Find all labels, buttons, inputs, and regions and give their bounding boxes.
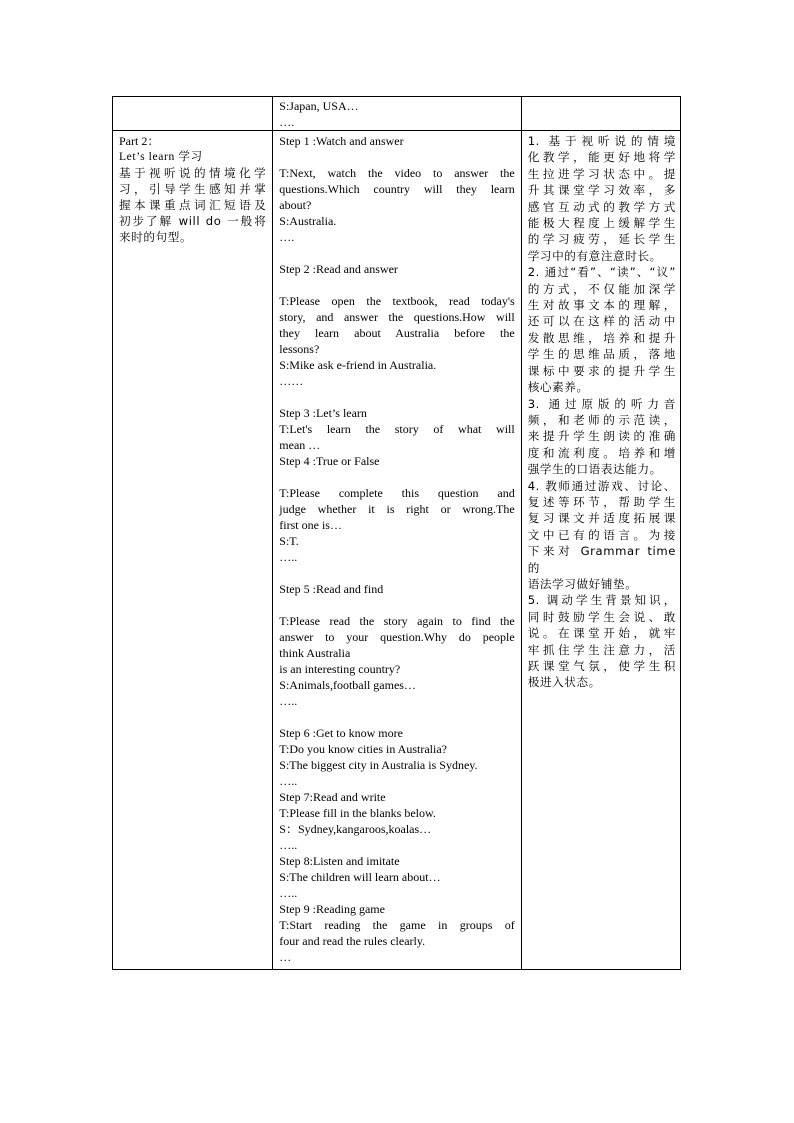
step-title: Step 4 :True or False — [279, 454, 380, 468]
design-intent-line: 复述等环节，帮助学生 — [527, 494, 676, 509]
continuation-line: S:Japan, USA… — [279, 99, 359, 113]
step-line: T:Please open the textbook, read today's — [279, 294, 515, 308]
design-intent-line: 同时鼓励学生会说、敢 — [527, 609, 676, 624]
objective-line: 基于视听说的情境化学 — [119, 166, 267, 180]
step-title: Step 6 :Get to know more — [279, 726, 403, 740]
design-intent-line: 课标中要求的提升学生 — [527, 363, 676, 378]
step-line: …. — [279, 230, 295, 244]
step-line: S：Sydney,kangaroos,koalas… — [279, 822, 432, 836]
objective-line: 初步了解 will do 一般将 — [119, 214, 267, 228]
step-line: questions.Which country will they learn — [279, 182, 515, 196]
design-intent-line: 的学习疲劳，延长学生 — [527, 232, 676, 247]
step-line: S:Animals,football games… — [279, 678, 416, 692]
table-row-part2 — [113, 131, 681, 970]
step-line: T:Please fill in the blanks below. — [279, 806, 436, 820]
blank-line — [279, 565, 514, 581]
step-line: judge whether it is right or wrong.The — [279, 502, 515, 516]
design-intent-line: 核心素养。 — [527, 380, 589, 395]
step-line: … — [279, 950, 292, 964]
step-line: first one is… — [279, 518, 342, 532]
step-block — [279, 853, 514, 901]
step-line: ….. — [279, 550, 298, 564]
step-block — [279, 581, 514, 709]
step-line: T:Please complete this question and — [279, 486, 515, 500]
design-intent-line: 极进入状态。 — [527, 675, 601, 690]
table-row-continuation — [113, 97, 681, 131]
design-intent-line: 语法学习做好铺垫。 — [527, 576, 638, 591]
step-line: T:Start reading the game in groups of — [279, 918, 515, 932]
design-intent-line: 能极大程度上缓解学生 — [527, 216, 676, 231]
step-title: Step 1 :Watch and answer — [279, 134, 404, 148]
design-intent-line: 度和流利度。培养和增 — [527, 445, 676, 460]
design-intent-line: 复习课文并适度拓展课 — [527, 511, 676, 526]
design-intent-line: 下来对 Grammar time 的 — [527, 544, 676, 575]
step-title: Step 5 :Read and find — [279, 582, 384, 596]
step-line: S:T. — [279, 534, 299, 548]
step-line: ….. — [279, 694, 298, 708]
blank-line — [279, 245, 514, 261]
step-title: Step 9 :Reading game — [279, 902, 385, 916]
step-line: mean … — [279, 438, 321, 452]
design-intent-text — [522, 131, 680, 691]
design-intent-line: 3. 通过原版的听力音 — [527, 396, 676, 411]
design-intent-line: 的方式，不仅能加深学 — [527, 281, 676, 296]
step-block — [279, 405, 514, 453]
design-intent-line: 说。在课堂开始，就牢 — [527, 626, 676, 641]
row1-col2-cell — [273, 97, 521, 131]
design-intent-line: 生拉进学习状态中。提 — [527, 166, 676, 181]
step-line: S:Mike ask e-friend in Australia. — [279, 358, 437, 372]
step-block — [279, 453, 514, 565]
step-line: T:Let's learn the story of what will — [279, 422, 515, 436]
step-line: S:The biggest city in Australia is Sydney. — [279, 758, 478, 772]
design-intent-line: 还可以在这样的活动中 — [527, 314, 676, 329]
step-line: answer to your question.Why do people — [279, 630, 515, 644]
step-line: they learn about Australia before the — [279, 326, 515, 340]
design-intent-line: 感官互动式的教学方式 — [527, 199, 676, 214]
step-line: S:The children will learn about… — [279, 870, 441, 884]
step-line: story, and answer the questions.How will — [279, 310, 515, 324]
step-line: think Australia — [279, 646, 351, 660]
step-line: T:Next, watch the video to answer the — [279, 166, 515, 180]
blank-line — [279, 709, 514, 725]
step-line: lessons? — [279, 342, 320, 356]
part2-steps-cell — [273, 131, 521, 970]
design-intent-line: 化教学，能更好地将学 — [527, 150, 676, 165]
blank-line — [279, 389, 514, 405]
step-line: …… — [279, 374, 304, 388]
blank-line — [279, 277, 514, 293]
design-intent-line: 4. 教师通过游戏、讨论、 — [527, 478, 676, 493]
row1-col1-cell — [113, 97, 273, 131]
design-intent-line: 来提升学生朗读的准确 — [527, 429, 676, 444]
blank-line — [279, 469, 514, 485]
blank-line — [279, 149, 514, 165]
blank-line — [279, 597, 514, 613]
step-block — [279, 789, 514, 853]
step-title: Step 2 :Read and answer — [279, 262, 398, 276]
row1-col3-cell — [521, 97, 680, 131]
design-intent-line: 1. 基于视听说的情境 — [527, 134, 676, 148]
step-line: T:Please read the story again to find the — [279, 614, 515, 628]
row1-col2-content — [273, 97, 520, 130]
step-line: S:Australia. — [279, 214, 337, 228]
design-intent-line: 学生的思维品质，落地 — [527, 347, 676, 362]
step-line: four and read the rules clearly. — [279, 934, 426, 948]
design-intent-line: 文中已有的语言。为接 — [527, 527, 676, 542]
design-intent-line: 跃课堂气氛，使学生积 — [527, 659, 676, 673]
objective-line: 来时的句型。 — [119, 230, 193, 244]
part-subtitle: Let’s learn 学习 — [119, 150, 203, 163]
design-intent-line: 5. 调动学生背景知识， — [527, 593, 676, 608]
step-line: ….. — [279, 886, 298, 900]
step-title: Step 3 :Let’s learn — [279, 406, 367, 420]
design-intent-line: 强学生的口语表达能力。 — [527, 462, 662, 477]
part-title: Part 2： — [119, 134, 160, 148]
objective-line: 习，引导学生感知并掌 — [119, 182, 267, 196]
teaching-steps — [273, 131, 520, 965]
step-line: ….. — [279, 774, 298, 788]
part2-objective-cell — [113, 131, 273, 970]
step-block — [279, 261, 514, 389]
design-intent-line: 2. 通过“看”、“读”、“议” — [527, 265, 676, 280]
objective-line: 握本课重点词汇短语及 — [119, 198, 267, 212]
objective-text — [119, 165, 266, 245]
step-block — [279, 133, 514, 245]
step-title: Step 8:Listen and imitate — [279, 854, 400, 868]
design-intent-line: 发散思维，培养和提升 — [527, 330, 676, 345]
step-block — [279, 901, 514, 965]
step-line: T:Do you know cities in Australia? — [279, 742, 447, 756]
step-line: ….. — [279, 838, 298, 852]
step-line: is an interesting country? — [279, 662, 401, 676]
design-intent-line: 牢抓住学生注意力，活 — [527, 642, 676, 657]
step-block — [279, 725, 514, 789]
design-intent-line: 频，和老师的示范读， — [527, 412, 676, 427]
design-intent-line: 升其课堂学习效率，多 — [527, 183, 676, 198]
design-intent-line: 学习中的有意注意时长。 — [527, 248, 662, 263]
part2-purpose-cell — [521, 131, 680, 970]
continuation-line: …. — [279, 115, 295, 129]
lesson-plan-table — [112, 96, 681, 970]
step-line: about? — [279, 198, 312, 212]
design-intent-line: 生对故事文本的理解， — [527, 298, 676, 313]
step-title: Step 7:Read and write — [279, 790, 386, 804]
